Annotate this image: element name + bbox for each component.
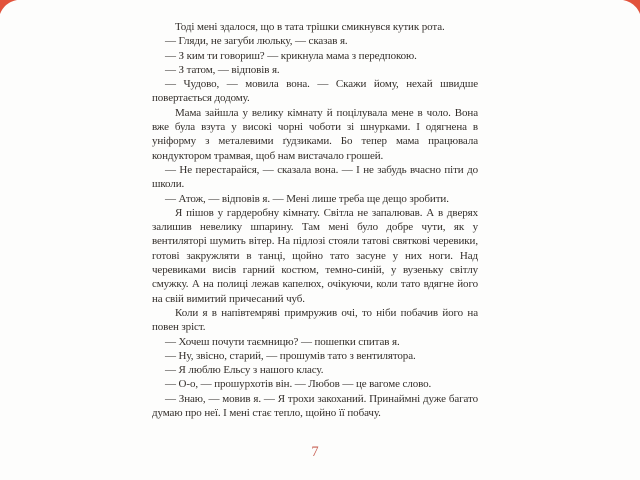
paragraph: — Гляди, не загуби люльку, — сказав я. xyxy=(165,35,348,48)
paragraph: — Я люблю Ельсу з нашого класу. xyxy=(165,364,324,377)
corner-accent-shape xyxy=(0,0,17,14)
page-text-column xyxy=(152,20,478,420)
paragraph: Тоді мені здалося, що в тата трішки смикнувся кутик рота. xyxy=(175,21,445,33)
corner-accent-icon-left xyxy=(0,0,17,14)
paragraph: Я пішов у гардеробну кімнату. Світла не запалював. А в дверях залишив невелику шпарину. Там мені було добре чути, як у вентиляторі шумить вітер. На підлозі стояли татові святкові черевики, готові закружляти в танці, щойно тато засуне у них ноги. Над черевиками висів гарний костюм, темно-синій, у вузеньку світлу смужку. А на полиці лежав капелюх, очікуючи, коли тато вдягне його на свій вимитий причесаний чуб. xyxy=(152,206,478,305)
corner-accent-icon-right xyxy=(623,0,640,14)
paragraph: Мама зайшла у велику кімнату й поцілувала мене в чоло. Вона вже була взута у високі чорні чоботи зі шнурками. І одягнена в уніформу з металевими ґудзиками. Бо тепер мама працювала кондуктором трамвая, щоб нам вистачало грошей. xyxy=(152,106,478,162)
paragraph: — О-о, — прошурхотів він. — Любов — це вагоме слово. xyxy=(165,378,432,391)
paragraph: — З ким ти говориш? — крикнула мама з передпокою. xyxy=(165,49,417,62)
paragraph: — Атож, — відповів я. — Мені лише треба ще дещо зробити. xyxy=(165,192,449,205)
corner-accent-shape xyxy=(623,0,640,14)
paragraph: Коли я в напівтемряві примружив очі, то ніби побачив його на повен зріст. xyxy=(152,306,478,334)
paragraph: — З татом, — відповів я. xyxy=(165,63,280,76)
paragraph: — Хочеш почути таємницю? — пошепки спитав я. xyxy=(165,335,400,348)
page-number: 7 xyxy=(311,444,319,460)
paragraph: — Не перестарайся, — сказала вона. — І не забудь вчасно піти до школи. xyxy=(152,163,478,191)
paragraph: — Ну, звісно, старий, — прошумів тато з вентилятора. xyxy=(165,349,416,362)
paragraph: — Знаю, — мовив я. — Я трохи закоханий. Принаймні дуже багато думаю про неї. І мені стає тепло, щойно її побачу. xyxy=(152,392,478,420)
paragraph: — Чудово, — мовила вона. — Скажи йому, нехай швидше повертається додому. xyxy=(152,78,478,105)
